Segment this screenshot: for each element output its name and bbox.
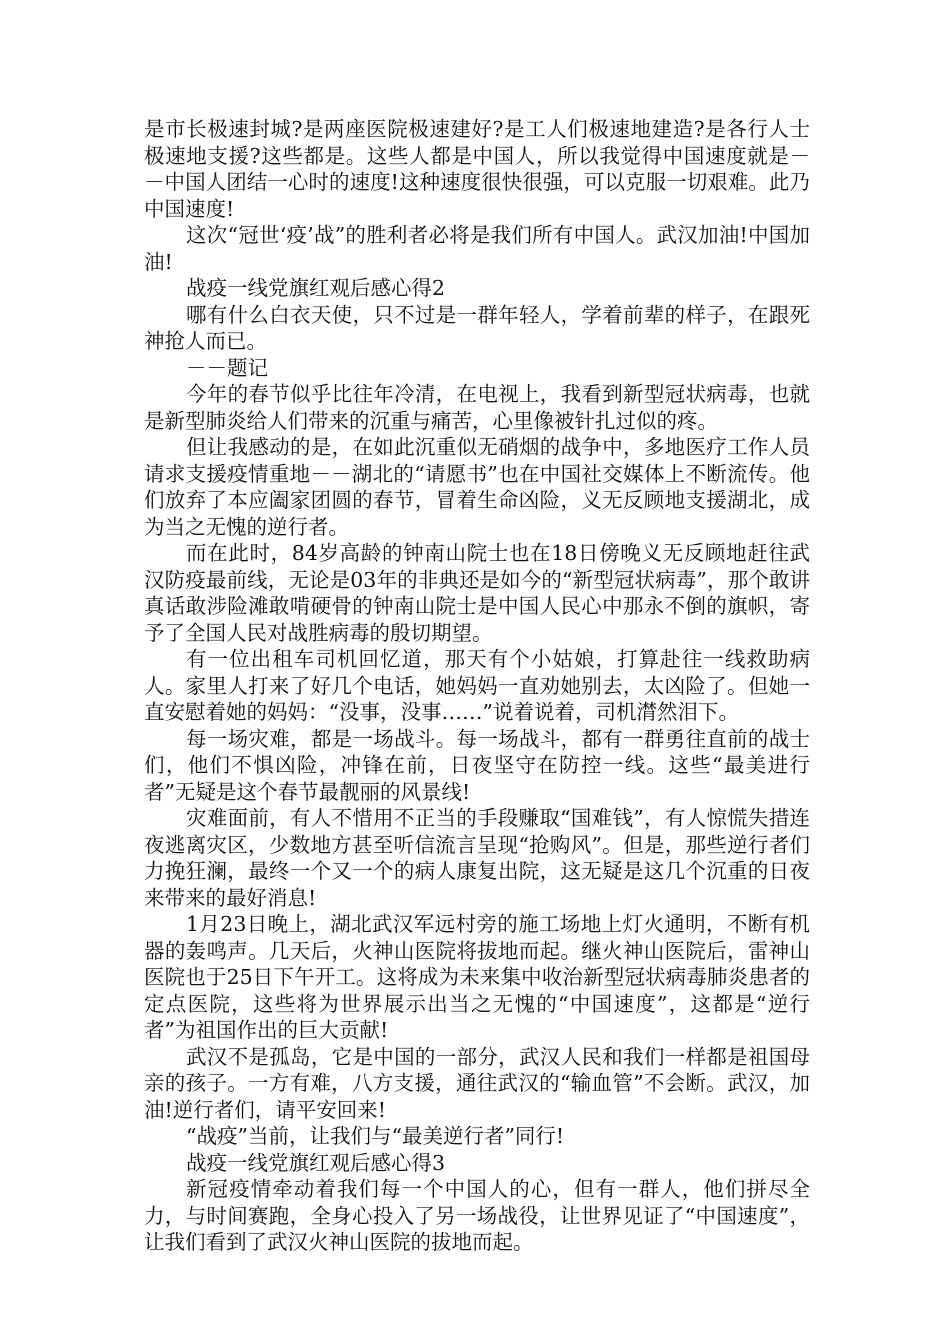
- paragraph: 这次“冠世‘疫’战”的胜利者必将是我们所有中国人。武汉加油!中国加油!: [144, 223, 810, 274]
- paragraph: 今年的春节似乎比往年冷清，在电视上，我看到新型冠状病毒，也就是新型肺炎给人们带来的沉重与痛苦，心里像被针扎过似的疼。: [144, 382, 810, 433]
- paragraph: 每一场灾难，都是一场战斗。每一场战斗，都有一群勇往直前的战士们，他们不惧凶险，冲锋在前，日夜坚守在防控一线。这些“最美进行者”无疑是这个春节最靓丽的风景线!: [144, 726, 810, 804]
- paragraph: 但让我感动的是，在如此沉重似无硝烟的战争中，多地医疗工作人员请求支援疫情重地－－湖北的“请愿书”也在中国社交媒体上不断流传。他们放弃了本应阖家团圆的春节，冒着生命凶险，义无反顾地支援湖北，成为当之无愧的逆行者。: [144, 435, 810, 539]
- paragraph: 有一位出租车司机回忆道，那天有个小姑娘，打算赴往一线救助病人。家里人打来了好几个电话，她妈妈一直劝她别去，太凶险了。但她一直安慰着她的妈妈：“没事，没事……”说着说着，司机潸然泪下。: [144, 647, 810, 724]
- paragraph: 1月23日晚上，湖北武汉军远村旁的施工场地上灯火通明，不断有机器的轰鸣声。几天后，火神山医院将拔地而起。继火神山医院后，雷神山医院也于25日下午开工。这将成为未来集中收治新型冠状病毒肺炎患者的定点医院，这些将为世界展示出当之无愧的“中国速度”，这都是“逆行者”为祖国作出的巨大贡献!: [144, 912, 810, 1042]
- paragraph: 哪有什么白衣天使，只不过是一群年轻人，学着前辈的样子，在跟死神抢人而已。: [144, 302, 810, 353]
- document-body: [144, 116, 810, 1256]
- paragraph: 是市长极速封城?是两座医院极速建好?是工人们极速地建造?是各行人士极速地支援?这些都是。这些人都是中国人，所以我觉得中国速度就是－－中国人团结一心时的速度!这种速度很快很强，可以克服一切艰难。此乃中国速度!: [144, 117, 810, 221]
- paragraph: 而在此时，84岁高龄的钟南山院士也在18日傍晚义无反顾地赶往武汉防疫最前线，无论是03年的非典还是如今的“新型冠状病毒”，那个敢讲真话敢涉险滩敢啃硬骨的钟南山院士是中国人民心中那永不倒的旗帜，寄予了全国人民对战胜病毒的殷切期望。: [144, 541, 810, 645]
- section-heading: 战疫一线党旗红观后感心得2: [186, 276, 446, 300]
- paragraph: “战疫”当前，让我们与“最美逆行者”同行!: [186, 1124, 565, 1148]
- paragraph: 武汉不是孤岛，它是中国的一部分，武汉人民和我们一样都是祖国母亲的孩子。一方有难，八方支援，通往武汉的“输血管”不会断。武汉，加油!逆行者们，请平安回来!: [144, 1044, 810, 1122]
- section-heading: 战疫一线党旗红观后感心得3: [186, 1150, 446, 1175]
- epigraph-attribution: －－题记: [186, 355, 268, 380]
- paragraph: 灾难面前，有人不惜用不正当的手段赚取“国难钱”，有人惊慌失措连夜逃离灾区，少数地方甚至听信流言呈现“抢购风”。但是，那些逆行者们力挽狂澜，最终一个又一个的病人康复出院，这无疑是这几个沉重的日夜来带来的最好消息!: [144, 806, 810, 910]
- paragraph: 新冠疫情牵动着我们每一个中国人的心，但有一群人，他们拼尽全力，与时间赛跑，全身心投入了另一场战役，让世界见证了“中国速度”，让我们看到了武汉火神山医院的拔地而起。: [144, 1177, 810, 1254]
